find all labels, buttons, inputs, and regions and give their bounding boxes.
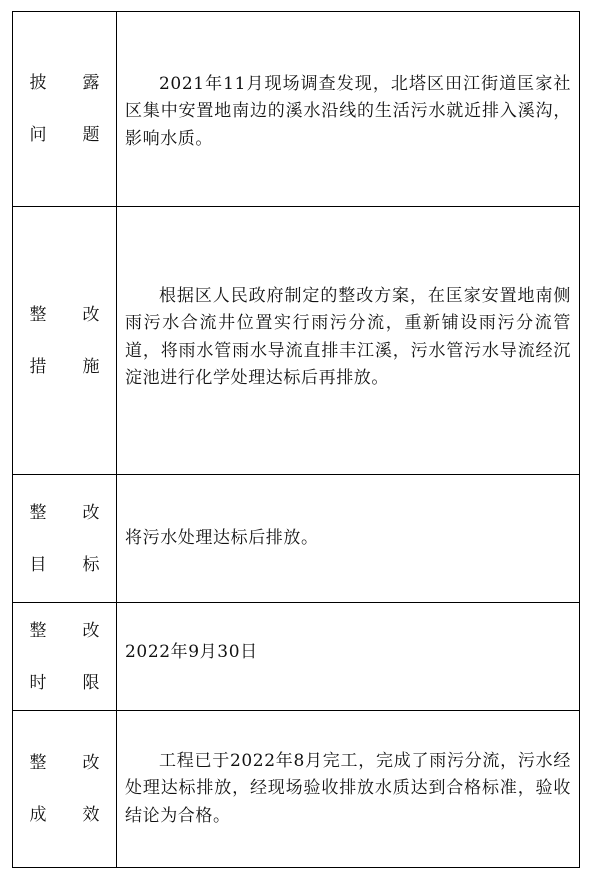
row-label-rectification-goal: [13, 475, 136, 603]
table-row: [13, 12, 580, 207]
rectification-table: [12, 11, 580, 868]
content-text: 根据区人民政府制定的整改方案，在匡家安置地南侧雨污水合流井位置实行雨污分流，重新铺设雨污分流管道，将雨水管雨水导流直排丰江溪，污水管污水导流经沉淀池进行化学处理达标后再排放。: [125, 285, 571, 388]
table-row: [13, 711, 580, 868]
row-label-deadline: [13, 603, 136, 711]
row-label-results: [13, 711, 136, 868]
label-line: 整改: [29, 502, 136, 523]
label-line: 披露: [29, 73, 136, 93]
label-line: 时限: [29, 672, 136, 693]
content-text: 将污水处理达标后排放。: [125, 527, 319, 548]
label-line: 目标: [29, 554, 136, 575]
row-content-deadline: [117, 603, 580, 711]
table-row: [13, 475, 580, 603]
row-content-disclosed-issue: [117, 12, 580, 207]
content-text: 工程已于2022年8月完工，完成了雨污分流，污水经处理达标排放，经现场验收排放水质达到合格标准，验收结论为合格。: [125, 750, 571, 826]
label-line: 成效: [29, 805, 136, 825]
table-row: [13, 207, 580, 475]
row-content-rectification-goal: [117, 475, 580, 603]
label-line: 整改: [29, 753, 136, 773]
content-text: 2021年11月现场调查发现，北塔区田江街道匡家社区集中安置地南边的溪水沿线的生活污水就近排入溪沟，影响水质。: [125, 73, 571, 149]
content-text: 2022年9月30日: [125, 641, 258, 662]
row-label-rectification-measures: [13, 207, 136, 475]
row-content-results: [117, 711, 580, 868]
label-line: 整改: [29, 304, 136, 325]
label-line: 整改: [29, 620, 136, 641]
table-row: [13, 603, 580, 711]
label-line: 问题: [29, 125, 136, 145]
row-label-disclosed-issue: [13, 12, 136, 207]
label-line: 措施: [29, 356, 136, 377]
row-content-rectification-measures: [117, 207, 580, 475]
